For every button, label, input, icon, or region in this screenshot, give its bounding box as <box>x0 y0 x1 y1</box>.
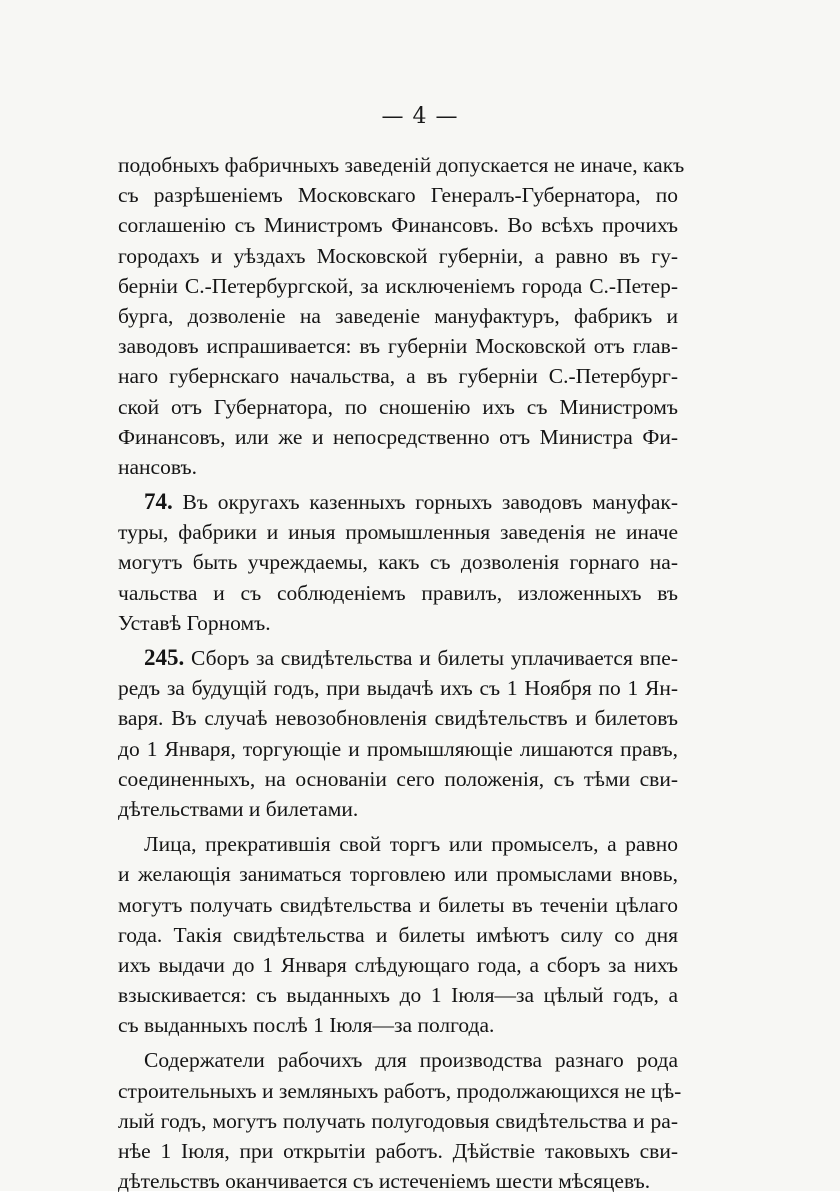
text-line <box>118 487 678 517</box>
article-number: 245. <box>144 645 185 670</box>
text-line: ской отъ Губернатора, по сношенiю ихъ съ Министромъ <box>118 394 678 419</box>
text-line: и желающiя заниматься торговлею или промыслами вновь, <box>118 862 678 887</box>
text-line <box>118 643 678 673</box>
text-line: бернiи С.-Петербургской, за исключенiемъ города С.-Петер- <box>118 273 678 298</box>
text-line: туры, фабрики и иныя промышленныя заведенiя не иначе <box>118 520 678 545</box>
article-74 <box>118 487 678 638</box>
text-line: Финансовъ, или же и непосредственно отъ Министра Фи- <box>118 424 678 449</box>
text-line: Уставѣ Горномъ. <box>118 610 271 635</box>
text-line: съ разрѣшенiемъ Московскаго Генералъ-Губернатора, по <box>118 183 678 208</box>
text-line: ихъ выдачи до 1 Января слѣдующаго года, а сборъ за нихъ <box>118 952 678 977</box>
text-line: варя. Въ случаѣ невозобновленiя свидѣтельствъ и билетовъ <box>118 706 678 731</box>
text-line: нѣе 1 Iюля, при открытiи работъ. Дѣйствiе таковыхъ сви- <box>118 1139 678 1163</box>
text-line: чальства и съ соблюденiемъ правилъ, изложенныхъ въ <box>118 580 678 605</box>
text-line: соглашенiю съ Министромъ Финансовъ. Во всѣхъ прочихъ <box>118 213 678 238</box>
text-line: нансовъ. <box>118 454 197 479</box>
body-text <box>118 150 685 1196</box>
text-line: дѣтельствъ оканчивается съ истеченiемъ шести мѣсяцевъ. <box>118 1169 651 1194</box>
text-line: лый годъ, могутъ получать полугодовыя свидѣтельства и ра- <box>118 1108 678 1133</box>
text-line: наго губернскаго начальства, а въ губернiи С.-Петербург- <box>118 364 678 389</box>
text-line: Лица, прекратившiя свой торгъ или промыселъ, а равно <box>144 832 678 857</box>
text-line: городахъ и уѣздахъ Московской губернiи, а равно въ гу- <box>118 243 678 268</box>
paragraph <box>118 829 678 1040</box>
text-line: соединенныхъ, на основанiи сего положенiя, съ тѣми сви- <box>118 766 678 791</box>
text-line: подобныхъ фабричныхъ заведенiй допускается не иначе, какъ <box>118 153 685 177</box>
text-line: до 1 Января, торгующiе и промышляющiе лишаются правъ, <box>118 736 678 761</box>
text-line: строительныхъ и земляныхъ работъ, продолжающихся не цѣ- <box>118 1078 682 1103</box>
text-line: редъ за будущiй годъ, при выдачѣ ихъ съ 1 Ноября по 1 Ян- <box>118 676 678 701</box>
text-line: года. Такiя свидѣтельства и билеты имѣютъ силу со дня <box>118 922 678 947</box>
text-line: могутъ быть учреждаемы, какъ съ дозволенiя горнаго на- <box>118 550 678 575</box>
text-line: взыскивается: съ выданныхъ до 1 Iюля—за цѣлый годъ, а <box>118 983 678 1008</box>
text-line: могутъ получать свидѣтельства и билеты въ теченiи цѣлаго <box>118 892 678 917</box>
article-245 <box>118 643 678 824</box>
text-line: дѣтельствами и билетами. <box>118 796 359 821</box>
page-number: — 4 — <box>381 104 459 129</box>
article-first-line: Сборъ за свидѣтельства и билеты уплачивается впе- <box>191 646 678 670</box>
paragraph <box>118 1045 682 1196</box>
text-line: заводовъ испрашивается: въ губернiи Московской отъ глав- <box>118 334 678 359</box>
article-number: 74. <box>144 489 173 515</box>
text-line: Содержатели рабочихъ для производства разнаго рода <box>144 1048 678 1073</box>
article-first-line: Въ округахъ казенныхъ горныхъ заводовъ мануфак- <box>182 490 678 515</box>
text-line: бурга, дозволенiе на заведенiе мануфактуръ, фабрикъ и <box>118 303 678 328</box>
text-line: съ выданныхъ послѣ 1 Iюля—за полгода. <box>118 1013 495 1038</box>
paragraph-continuation <box>118 150 685 482</box>
